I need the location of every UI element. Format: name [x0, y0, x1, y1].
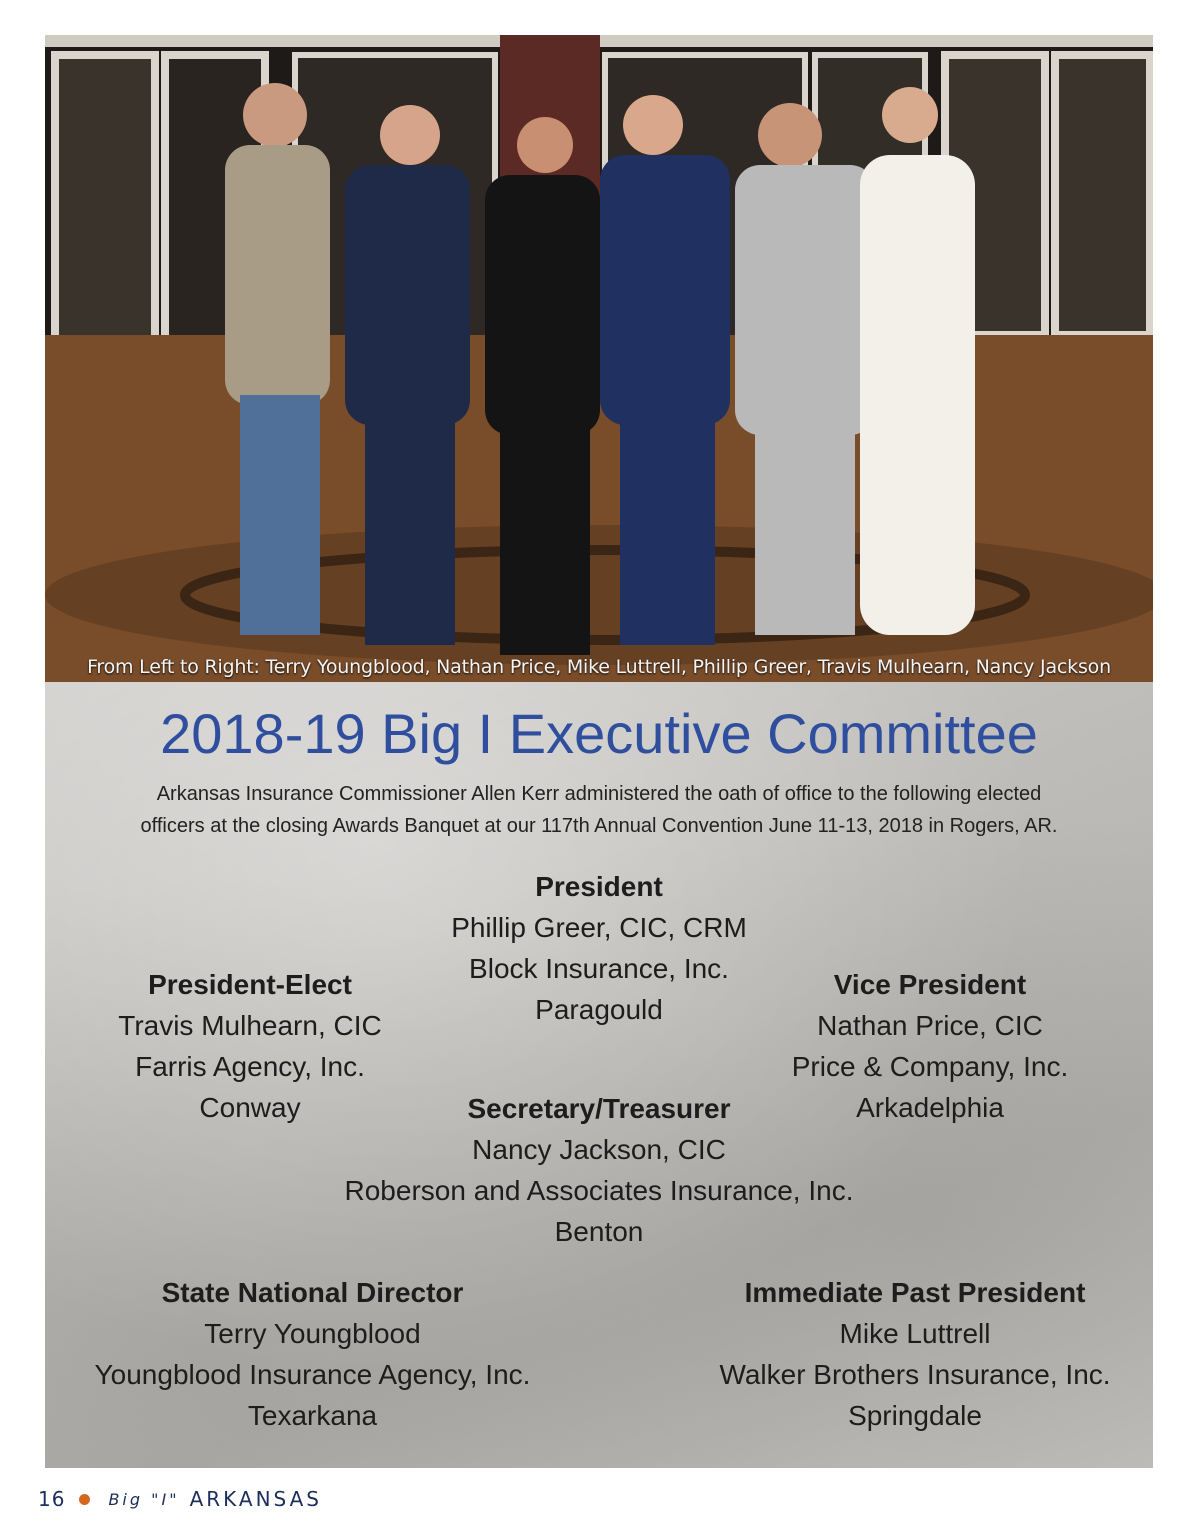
officer-city: Texarkana	[247, 1400, 378, 1431]
officer-company: Price & Company, Inc.	[791, 1051, 1069, 1082]
group-photo	[45, 35, 1153, 682]
role-title: Immediate Past President	[744, 1277, 1086, 1308]
president-block	[399, 866, 799, 1030]
role-title: State National Director	[161, 1277, 464, 1308]
officer-city: Paragould	[535, 994, 663, 1025]
brand-italic: Big "I"	[108, 1489, 180, 1509]
officer-company: Farris Agency, Inc.	[135, 1051, 365, 1082]
officer-name: Travis Mulhearn, CIC	[118, 1010, 382, 1041]
intro-line-1: Arkansas Insurance Commissioner Allen Kerr administered the oath of office to the following elected	[156, 783, 1042, 805]
bullet-dot-icon	[79, 1494, 90, 1505]
role-title: Vice President	[833, 969, 1027, 1000]
officer-city: Benton	[554, 1216, 644, 1247]
secretary-treasurer-block	[299, 1088, 899, 1252]
role-title: President-Elect	[148, 969, 352, 1000]
page-footer	[38, 1484, 322, 1514]
group-photo-illustration	[45, 35, 1153, 682]
officer-name: Nancy Jackson, CIC	[472, 1134, 726, 1165]
state-national-director-block	[55, 1272, 570, 1436]
officer-name: Phillip Greer, CIC, CRM	[451, 912, 747, 943]
intro-text	[65, 778, 1133, 842]
officer-company: Roberson and Associates Insurance, Inc.	[344, 1175, 854, 1206]
page-title: 2018-19 Big I Executive Committee	[160, 702, 1038, 765]
officer-name: Terry Youngblood	[204, 1318, 421, 1349]
officer-company: Block Insurance, Inc.	[469, 953, 729, 984]
committee-panel	[45, 682, 1153, 1468]
intro-line-2: officers at the closing Awards Banquet at our 117th Annual Convention June 11-13, 2018 in Rogers, AR.	[140, 815, 1058, 837]
officer-name: Nathan Price, CIC	[817, 1010, 1043, 1041]
officer-company: Youngblood Insurance Agency, Inc.	[94, 1359, 531, 1390]
photo-caption: From Left to Right: Terry Youngblood, Nathan Price, Mike Luttrell, Phillip Greer, Travis Mulhearn, Nancy Jackson	[87, 656, 1111, 678]
officer-city: Springdale	[848, 1400, 982, 1431]
officer-name: Mike Luttrell	[839, 1318, 991, 1349]
brand-name: ARKANSAS	[189, 1487, 322, 1511]
role-title: Secretary/Treasurer	[467, 1093, 731, 1124]
officer-company: Walker Brothers Insurance, Inc.	[719, 1359, 1111, 1390]
officer-city: Arkadelphia	[856, 1092, 1004, 1123]
immediate-past-president-block	[665, 1272, 1165, 1436]
officer-city: Conway	[199, 1092, 301, 1123]
page-number: 16	[38, 1487, 66, 1511]
role-title: President	[535, 871, 663, 902]
